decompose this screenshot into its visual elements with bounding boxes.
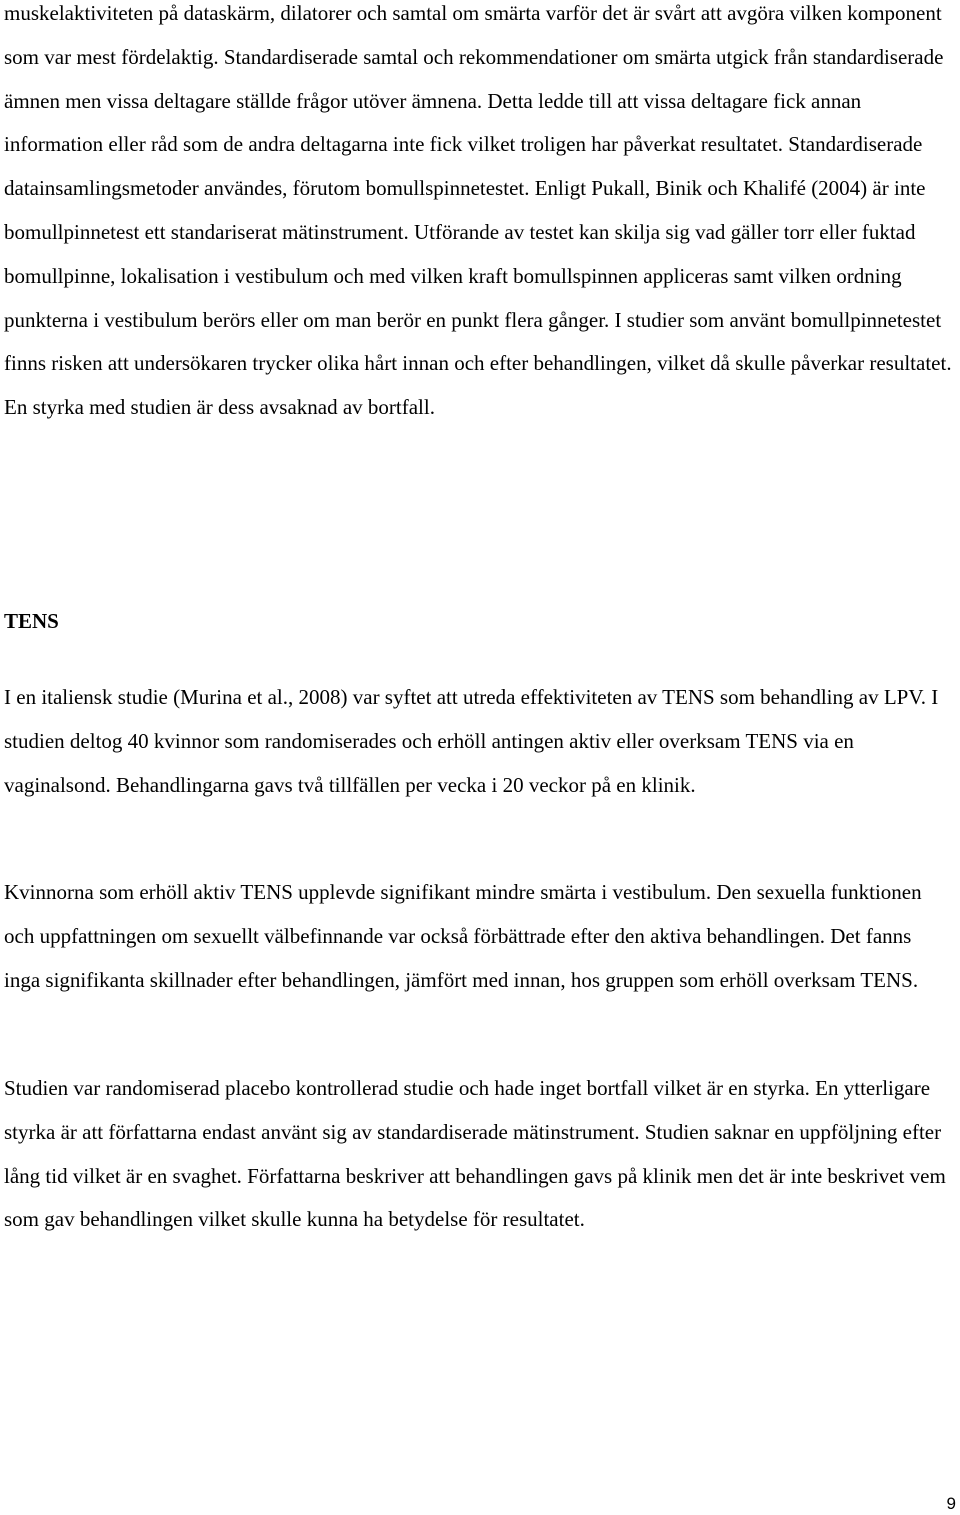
body-paragraph-1: muskelaktiviteten på dataskärm, dilatorer och samtal om smärta varför det är svårt att avgöra vilken komponent som var mest fördelaktig. Standardiserade samtal och rekommendationer om smärta utgick från standardiserade ämnen men vissa deltagare ställde frågor utöver ämnena. Detta ledde till att vissa deltagare fick annan information eller råd som de andra deltagarna inte fick vilket troligen har påverkat resultatet. Standardiserade datainsamlingsmetoder användes, förutom bomullspinnetestet. Enligt Pukall, Binik och Khalifé (2004) är inte bomullpinnetest ett standariserat mätinstrument. Utförande av testet kan skilja sig vad gäller torr eller fuktad bomullpinne, lokalisation i vestibulum och med vilken kraft bomullspinnen appliceras samt vilken ordning punkterna i vestibulum berörs eller om man berör en punkt flera gånger. I studier som använt bomullpinnetestet finns risken att undersökaren trycker olika hårt innan och efter behandlingen, vilket då skulle påverkar resultatet. En styrka med studien är dess avsaknad av bortfall. (4, 1, 952, 420)
body-paragraph-4: Studien var randomiserad placebo kontrollerad studie och hade inget bortfall vilket är en styrka. En ytterligare styrka är att författarna endast använt sig av standardiserade mätinstrument. Studien saknar en uppföljning efter lång tid vilket är en svaghet. Författarna beskriver att behandlingen gavs på klinik men det är inte beskrivet vem som gav behandlingen vilket skulle kunna ha betydelse för resultatet. (4, 1076, 946, 1232)
section-heading-tens: TENS (4, 609, 59, 633)
body-paragraph-3: Kvinnorna som erhöll aktiv TENS upplevde signifikant mindre smärta i vestibulum. Den sexuella funktionen och uppfattningen om sexuellt välbefinnande var också förbättrade efter den aktiva behandlingen. Det fanns inga signifikanta skillnader efter behandlingen, jämfört med innan, hos gruppen som erhöll overksam TENS. (4, 880, 922, 992)
page-number: 9 (946, 1494, 956, 1513)
body-paragraph-2: I en italiensk studie (Murina et al., 2008) var syftet att utreda effektiviteten av TENS som behandling av LPV. I studien deltog 40 kvinnor som randomiserades och erhöll antingen aktiv eller overksam TENS via en vaginalsond. Behandlingarna gavs två tillfällen per vecka i 20 veckor på en klinik. (4, 685, 939, 797)
